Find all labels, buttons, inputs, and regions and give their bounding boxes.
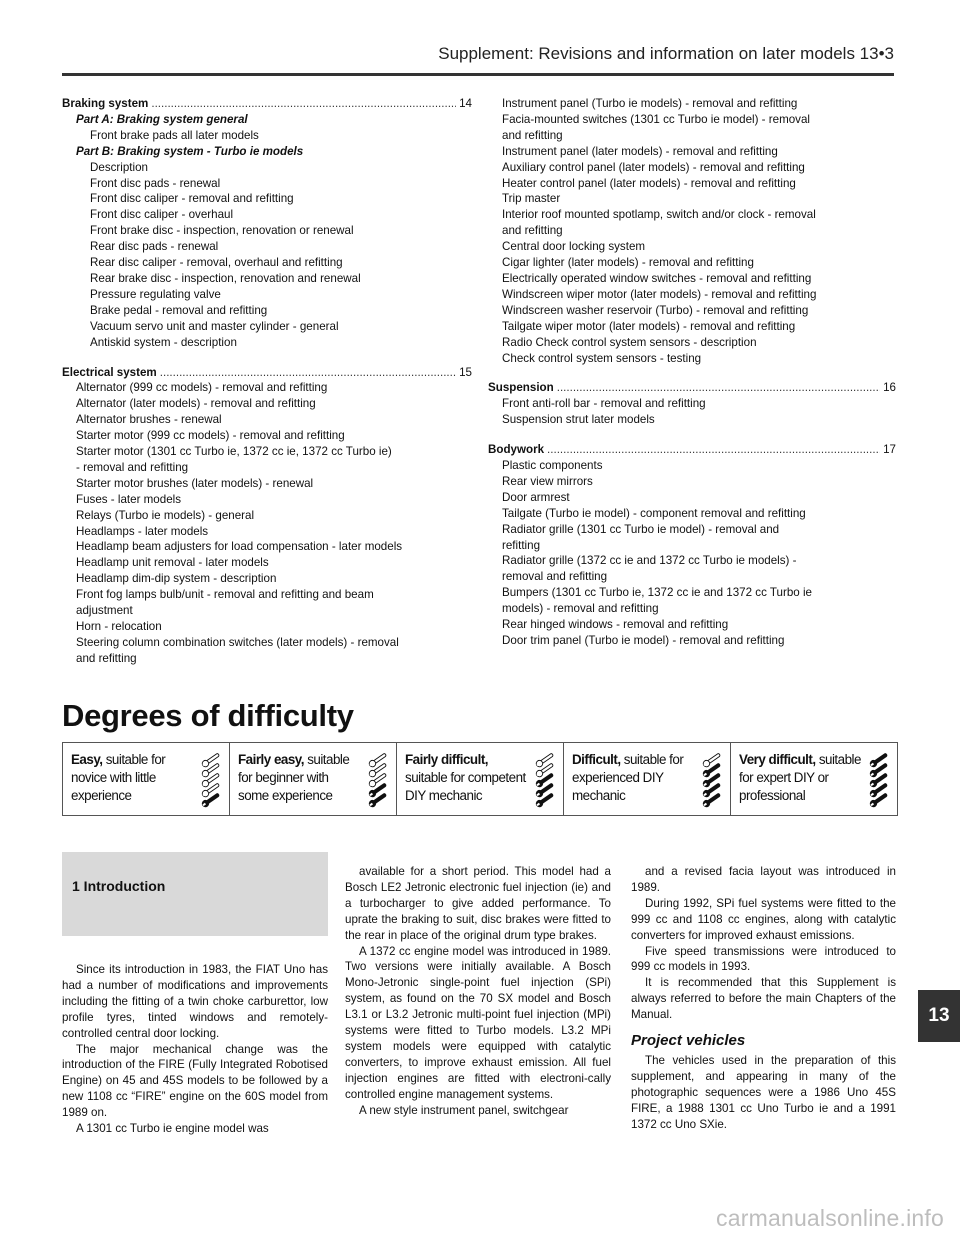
difficulty-level-name: Fairly difficult, bbox=[405, 752, 489, 767]
footer-watermark: carmanualsonline.info bbox=[716, 1205, 944, 1231]
toc-item[interactable]: Check control system sensors - testing bbox=[502, 351, 702, 365]
toc-item[interactable]: Interior roof mounted spotlamp, switch and/or clock - removal bbox=[502, 208, 816, 222]
difficulty-label bbox=[405, 751, 527, 805]
toc-item[interactable]: adjustment bbox=[76, 604, 133, 618]
toc-item[interactable]: Electrically operated window switches - removal and refitting bbox=[502, 271, 812, 285]
toc-item[interactable]: and refitting bbox=[76, 651, 137, 665]
difficulty-level bbox=[230, 743, 397, 815]
difficulty-level bbox=[564, 743, 731, 815]
toc-item[interactable]: Facia-mounted switches (1301 cc Turbo ie model) - removal bbox=[502, 112, 811, 126]
toc-list-suspension bbox=[488, 396, 896, 428]
leader-dots bbox=[151, 96, 456, 112]
toc-item[interactable]: Front fog lamps bulb/unit - removal and refitting and beam bbox=[76, 588, 374, 602]
toc-item[interactable]: Rear brake disc - inspection, renovation and renewal bbox=[90, 271, 361, 285]
toc-section-braking bbox=[62, 96, 472, 351]
intro-column-3 bbox=[631, 864, 896, 1133]
toc-item[interactable]: Front disc pads - renewal bbox=[90, 176, 221, 190]
toc-item[interactable]: and refitting bbox=[502, 128, 563, 142]
toc-page-braking: 14 bbox=[459, 97, 472, 110]
toc-part-a: Part A: Braking system general bbox=[76, 112, 248, 126]
toc-list-electrical-continued bbox=[488, 96, 896, 366]
toc-item[interactable]: Heater control panel (later models) - removal and refitting bbox=[502, 176, 796, 190]
body-paragraph: The major mechanical change was the introduction of the FIRE (Fully Integrated Robotised Engine) on 45 and 45S models to be followed by a new 1108 cc “FIRE” engine on the 60S model from 1989 on. bbox=[62, 1042, 328, 1120]
toc-section-electrical-continued bbox=[488, 96, 896, 366]
toc-item[interactable]: Radiator grille (1372 cc ie and 1372 cc Turbo ie models) - bbox=[502, 554, 797, 568]
toc-item[interactable]: Door trim panel (Turbo ie model) - removal and refitting bbox=[502, 634, 785, 647]
toc-heading-braking[interactable] bbox=[62, 96, 472, 112]
difficulty-level bbox=[63, 743, 230, 815]
body-paragraph: and a revised facia layout was introduced in 1989. bbox=[631, 865, 896, 894]
toc-item[interactable]: Front disc caliper - overhaul bbox=[90, 208, 234, 222]
toc-item[interactable]: Pressure regulating valve bbox=[90, 287, 221, 301]
toc-item[interactable]: refitting bbox=[502, 538, 541, 552]
toc-item[interactable]: Vacuum servo unit and master cylinder - general bbox=[90, 319, 339, 333]
page-header bbox=[0, 40, 960, 80]
toc-item[interactable]: Antiskid system - description bbox=[90, 335, 237, 349]
toc-list-part-a bbox=[62, 128, 472, 144]
intro-column-2 bbox=[345, 864, 611, 1119]
body-paragraph: A 1301 cc Turbo ie engine model was bbox=[76, 1122, 269, 1136]
spanner-rating-icon bbox=[535, 753, 557, 809]
spanner-rating-icon bbox=[201, 753, 223, 809]
spanner-rating-icon bbox=[869, 753, 891, 809]
toc-item[interactable]: Alternator (later models) - removal and refitting bbox=[76, 397, 316, 411]
toc-item[interactable]: Starter motor (1301 cc Turbo ie, 1372 cc ie, 1372 cc Turbo ie) bbox=[76, 445, 392, 459]
toc-item[interactable]: Cigar lighter (later models) - removal and refitting bbox=[502, 256, 754, 270]
running-title: Supplement: Revisions and information on later models 13•3 bbox=[438, 44, 894, 63]
difficulty-title: Degrees of difficulty bbox=[62, 698, 354, 733]
toc-list-electrical bbox=[62, 380, 472, 666]
toc-item[interactable]: Trip master bbox=[502, 192, 561, 206]
body-paragraph: A 1372 cc engine model was introduced in 1989. Two versions were initially available. A Bosch Mono-Jetronic single-point fuel injection (SPi) system, as found on the 70 SX model and Bosch L3.1 or L3.2 Jetronic multi-point fuel injection (MPi) systems were fitted to Turbo models. L3.2 MPi system models were equipped with catalytic converters, to improve exhaust emission. All fuel injection engines are fitted with electroni-cally controlled engine management systems. bbox=[345, 944, 611, 1101]
toc-item[interactable]: Instrument panel (later models) - removal and refitting bbox=[502, 144, 778, 158]
project-vehicles-heading: Project vehicles bbox=[631, 1032, 746, 1050]
toc-item[interactable]: Rear view mirrors bbox=[502, 474, 593, 488]
difficulty-level-name: Difficult, bbox=[572, 752, 621, 767]
body-paragraph: Five speed transmissions were introduced to 999 cc models in 1993. bbox=[631, 944, 896, 974]
leader-dots bbox=[160, 365, 456, 381]
toc-item[interactable]: and refitting bbox=[502, 224, 563, 238]
difficulty-level-name: Very difficult, bbox=[739, 752, 816, 767]
toc-item[interactable]: Front brake disc - inspection, renovation or renewal bbox=[90, 224, 354, 238]
toc-page-suspension: 16 bbox=[883, 381, 896, 395]
toc-heading-bodywork[interactable] bbox=[488, 442, 896, 458]
toc-item[interactable]: Front disc caliper - removal and refitting bbox=[90, 192, 294, 206]
contents-right-column bbox=[488, 96, 896, 663]
toc-item[interactable]: Headlamp dim-dip system - description bbox=[76, 572, 277, 586]
difficulty-description: suitable for expert DIY or professional bbox=[739, 752, 861, 803]
toc-item[interactable]: Alternator brushes - renewal bbox=[76, 413, 222, 427]
toc-item[interactable]: Front anti-roll bar - removal and refitting bbox=[502, 397, 706, 411]
toc-item[interactable]: Radio Check control system sensors - description bbox=[502, 335, 757, 349]
leader-dots bbox=[557, 380, 880, 396]
toc-heading-electrical[interactable] bbox=[62, 365, 472, 381]
toc-item[interactable]: removal and refitting bbox=[502, 570, 608, 584]
toc-section-suspension bbox=[488, 380, 896, 428]
contents-left-column bbox=[62, 96, 472, 681]
intro-column-1 bbox=[62, 962, 328, 1137]
toc-item[interactable]: Starter motor (999 cc models) - removal and refitting bbox=[76, 429, 345, 443]
difficulty-level bbox=[397, 743, 564, 815]
toc-item[interactable]: Instrument panel (Turbo ie models) - removal and refitting bbox=[502, 97, 798, 110]
toc-item[interactable]: Headlamp unit removal - later models bbox=[76, 556, 269, 570]
body-paragraph: It is recommended that this Supplement is always referred to before the main Chapters of the Manual. bbox=[631, 976, 896, 1022]
toc-item[interactable]: Relays (Turbo ie models) - general bbox=[76, 508, 255, 522]
toc-item[interactable]: Rear hinged windows - removal and refitting bbox=[502, 618, 729, 632]
spanner-rating-icon bbox=[368, 753, 390, 809]
project-vehicles-text: The vehicles used in the preparation of this supplement, and appearing in many of the photographic sequences were a 1986 Uno 45S FIRE, a 1988 1301 cc Uno Turbo ie and a 1991 1372 cc Uno SXie. bbox=[631, 1053, 896, 1131]
difficulty-description: suitable for novice with little experience bbox=[71, 752, 166, 803]
toc-item[interactable]: Radiator grille (1301 cc Turbo ie model) - removal and bbox=[502, 522, 780, 536]
intro-heading-box bbox=[62, 852, 328, 936]
toc-section-bodywork bbox=[488, 442, 896, 649]
toc-list-bodywork bbox=[488, 458, 896, 649]
toc-item[interactable]: Description bbox=[90, 160, 148, 174]
difficulty-scale bbox=[62, 742, 898, 816]
toc-item[interactable]: Alternator (999 cc models) - removal and refitting bbox=[76, 381, 328, 395]
difficulty-description: suitable for experienced DIY mechanic bbox=[572, 752, 684, 803]
body-paragraph: During 1992, SPi fuel systems were fitted to the 999 cc and 1108 cc engines, along with catalytic converters for improved exhaust emissions. bbox=[631, 896, 896, 942]
toc-title-electrical: Electrical system bbox=[62, 365, 157, 379]
toc-item[interactable]: Headlamps - later models bbox=[76, 524, 209, 538]
toc-part-b: Part B: Braking system - Turbo ie models bbox=[76, 144, 304, 158]
toc-item[interactable]: Auxiliary control panel (later models) - removal and refitting bbox=[502, 160, 805, 174]
toc-item[interactable]: Steering column combination switches (later models) - removal bbox=[76, 635, 399, 649]
toc-item[interactable]: Tailgate (Turbo ie model) - component removal and refitting bbox=[502, 506, 806, 520]
body-paragraph: Since its introduction in 1983, the FIAT Uno has had a number of modifications and improvements including the fitting of a twin choke carburettor, low profile tyres, tinted windows and remotely-controlled central door locking. bbox=[62, 963, 328, 1040]
toc-item[interactable]: Suspension strut later models bbox=[502, 413, 655, 427]
difficulty-level bbox=[731, 743, 897, 815]
toc-page-electrical: 15 bbox=[459, 365, 472, 379]
toc-item[interactable]: Horn - relocation bbox=[76, 620, 162, 633]
difficulty-label bbox=[71, 751, 193, 805]
toc-item[interactable]: Rear disc pads - renewal bbox=[90, 240, 219, 254]
leader-dots bbox=[547, 442, 880, 458]
difficulty-description: suitable for competent DIY mechanic bbox=[405, 770, 526, 803]
toc-item[interactable]: models) - removal and refitting bbox=[502, 602, 659, 616]
difficulty-level-name: Easy, bbox=[71, 752, 103, 767]
chapter-tab[interactable]: 13 bbox=[918, 990, 960, 1042]
toc-section-electrical bbox=[62, 365, 472, 667]
toc-list-part-b bbox=[62, 160, 472, 351]
toc-item[interactable]: Rear disc caliper - removal, overhaul and refitting bbox=[90, 256, 343, 270]
toc-page-bodywork: 17 bbox=[883, 443, 896, 457]
header-rule bbox=[62, 73, 894, 76]
intro-heading: 1 Introduction bbox=[72, 878, 166, 894]
toc-heading-suspension[interactable] bbox=[488, 380, 896, 396]
toc-item[interactable]: Starter motor brushes (later models) - renewal bbox=[76, 476, 314, 490]
difficulty-description: suitable for beginner with some experience bbox=[238, 752, 350, 803]
toc-item[interactable]: Brake pedal - removal and refitting bbox=[90, 303, 268, 317]
body-paragraph: A new style instrument panel, switchgear bbox=[359, 1103, 569, 1117]
difficulty-label bbox=[238, 751, 360, 805]
toc-item[interactable]: Plastic components bbox=[502, 459, 603, 473]
toc-item[interactable]: Central door locking system bbox=[502, 240, 646, 254]
toc-title-suspension: Suspension bbox=[488, 381, 554, 395]
toc-title-bodywork: Bodywork bbox=[488, 443, 545, 457]
toc-item[interactable]: Headlamp beam adjusters for load compensation - later models bbox=[76, 540, 403, 554]
body-paragraph: available for a short period. This model had a Bosch LE2 Jetronic electronic fuel injection (ie) and a turbocharger to give added performance. To uprate the braking to suit, disc brakes were fitted to the rear in place of the original drum type brakes. bbox=[345, 865, 611, 942]
difficulty-label bbox=[739, 751, 861, 805]
toc-item[interactable]: Windscreen washer reservoir (Turbo) - removal and refitting bbox=[502, 303, 809, 317]
toc-title-braking: Braking system bbox=[62, 97, 149, 110]
toc-item[interactable]: Door armrest bbox=[502, 490, 570, 504]
spanner-rating-icon bbox=[702, 753, 724, 809]
intro-column-3-text bbox=[631, 864, 896, 1023]
toc-item[interactable]: Fuses - later models bbox=[76, 492, 182, 506]
toc-item[interactable]: Bumpers (1301 cc Turbo ie, 1372 cc ie and 1372 cc Turbo ie bbox=[502, 586, 812, 600]
toc-item[interactable]: Windscreen wiper motor (later models) - removal and refitting bbox=[502, 287, 817, 301]
toc-item[interactable]: Front brake pads all later models bbox=[90, 128, 259, 142]
toc-item[interactable]: Tailgate wiper motor (later models) - removal and refitting bbox=[502, 319, 796, 333]
toc-item[interactable]: - removal and refitting bbox=[76, 460, 189, 474]
difficulty-label bbox=[572, 751, 694, 805]
difficulty-level-name: Fairly easy, bbox=[238, 752, 304, 767]
